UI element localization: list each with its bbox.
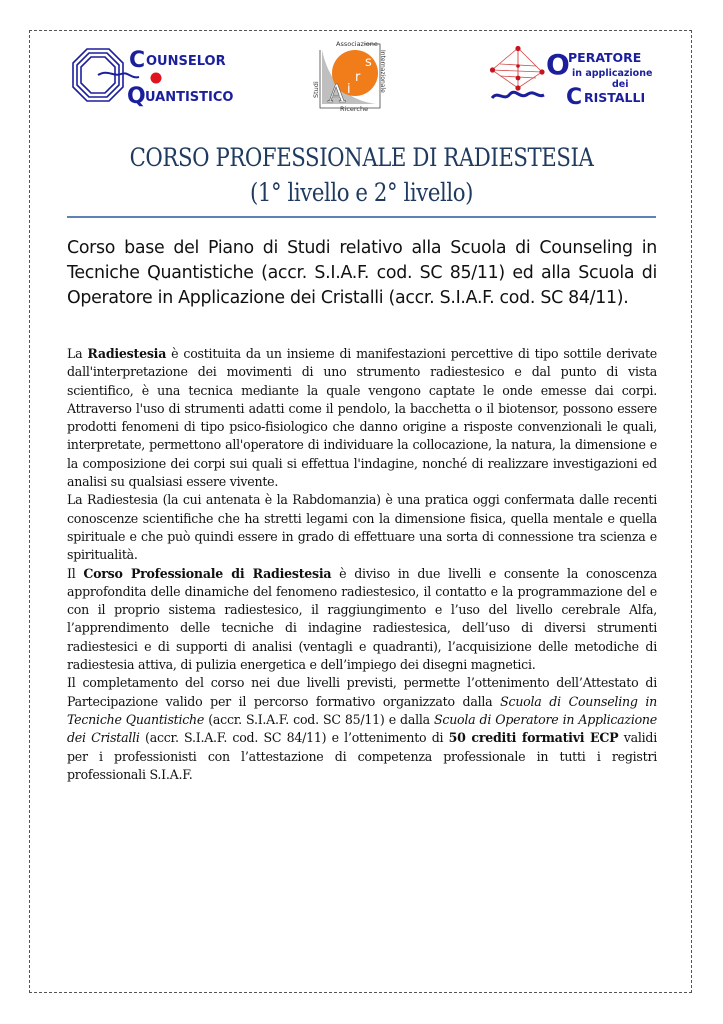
text-run: Il completamento del corso nei due livelli previsti, permette l’ottenimento dell’Attestato di Partecipazione valido per il percorso formativo organizzato dalla <box>67 675 657 709</box>
crystal-lattice-icon <box>490 46 690 110</box>
operatore-word: PERATORE <box>568 50 642 65</box>
dei-text: dei <box>612 79 629 90</box>
airs-emblem-icon <box>314 38 386 113</box>
airs-right-label: Internazionale <box>379 50 386 93</box>
document-title <box>105 140 618 210</box>
counselor-initial-c: C <box>129 48 146 73</box>
bold-crediti-ecp: 50 crediti formativi ECP <box>448 730 619 746</box>
paragraph-radiestesia-definition <box>67 345 657 491</box>
paragraph-attestato <box>67 674 657 784</box>
body-text <box>67 345 657 784</box>
airs-top-label: Associazione <box>336 40 378 48</box>
airs-left-label: Studi <box>312 81 320 98</box>
text-run: Il <box>67 565 84 581</box>
text-run: validi per i professionisti con l’attestazione di competenza professionale in tutti i registri professionali S.I.A.F. <box>67 730 657 782</box>
cristalli-initial-c: C <box>566 85 583 110</box>
svg-text:A: A <box>328 80 346 108</box>
svg-text:r: r <box>355 70 361 85</box>
quantistico-initial-q: Q <box>127 84 146 109</box>
cristalli-word: RISTALLI <box>584 90 646 105</box>
text-run: La <box>67 346 88 361</box>
quantistico-word: UANTISTICO <box>145 90 234 105</box>
operatore-cristalli-logo <box>490 46 690 110</box>
intro-paragraph: Corso base del Piano di Studi relativo alla Scuola di Counseling in Tecniche Quantistiche (accr. S.I.A.F. cod. SC 85/11) ed alla Scuola di Operatore in Applicazione dei Cristalli (accr. S.I.A.F. cod. SC 84/11). <box>67 238 657 308</box>
operatore-initial-o: O <box>546 48 570 81</box>
title-line-1: CORSO PROFESSIONALE DI RADIESTESIA <box>129 143 594 172</box>
title-line-2: (1° livello e 2° livello) <box>250 178 473 207</box>
title-divider <box>67 216 656 218</box>
italic-school-counseling: Scuola di Counseling in Tecniche Quantistiche <box>67 693 658 727</box>
italic-school-cristalli: Scuola di Operatore in Applicazione dei Cristalli <box>67 711 657 746</box>
paragraph-rabdomanzia: La Radiestesia (la cui antenata è la Rabdomanzia) è una pratica oggi confermata dalle recenti conoscenze scientifiche che ha stretti legami con la dimensione fisica, quella mentale e quella spirituale e che può quindi essere in grado di effettuare una sorta di connessione tra scienza e spiritualità. <box>67 492 657 563</box>
text-run: è costituita da un insieme di manifestazioni percettive di tipo sottile derivate dall'interpretazione dei movimenti di uno strumento radiestesico e dal punto di vista scientifico, è una tecnica mediante la quale vengono captate le onde emesse dai corpi. Attraverso l'uso di strumenti adatti come il pendolo, la bacchetta o il biotensor, possono essere prodotti fenomeni di tipo psico-fisiologico che danno origine a risposte convenzionali le quali, interpretate, permettono all'operatore di individuare la collocazione, la natura, la dimensione e la composizione dei corpi sui quali si effettua l'indagine, nonché di realizzare investigazioni ed analisi su qualsiasi essere vivente. <box>67 346 658 490</box>
text-run: è diviso in due livelli e consente la conoscenza approfondita delle dinamiche del fenomeno radiestesico, il contatto e la programmazione del e con il proprio sistema radiestesico, il raggiungimento e l’uso del livello cerebrale Alfa, l’apprendimento delle tecniche di indagine radiestesica, dell’uso di diversi strumenti radiestesici e di supporti di analisi (ventagli e quadranti), l’acquisizione delle metodiche di radiestesia attiva, di pulizia energetica e dell’impiego dei disegni magnetici. <box>67 565 657 673</box>
text-run: (accr. S.I.A.F. cod. SC 84/11) e l’ottenimento di <box>139 730 449 746</box>
airs-logo <box>314 38 386 113</box>
airs-bottom-label: Ricerche <box>340 105 369 113</box>
in-applicazione-text: in applicazione <box>572 68 653 79</box>
svg-text:i: i <box>347 82 351 97</box>
text-run: (accr. S.I.A.F. cod. SC 85/11) e dalla <box>204 711 435 727</box>
counselor-quantistico-logo <box>73 47 233 107</box>
bold-term-radiestesia: Radiestesia <box>87 346 167 361</box>
bold-term-corso: Corso Professionale di Radiestesia <box>83 565 332 581</box>
counselor-word: OUNSELOR <box>146 54 226 69</box>
svg-text:s: s <box>365 55 372 70</box>
octagon-logo-icon <box>73 47 233 107</box>
paragraph-corso-professionale <box>67 565 657 675</box>
